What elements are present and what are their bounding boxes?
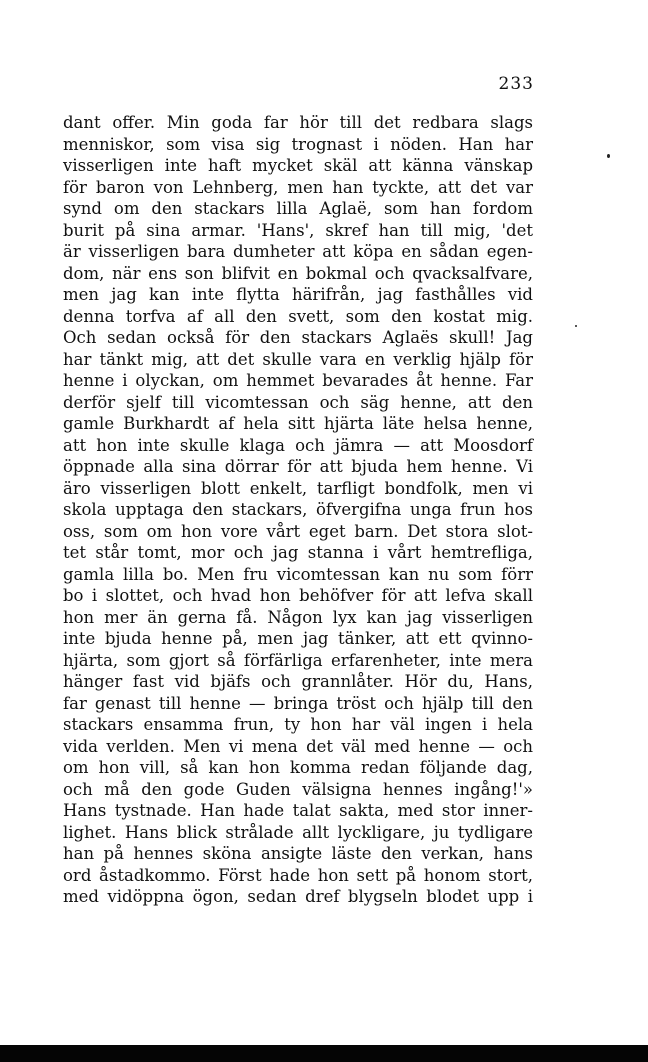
text-line: visserligen inte haft mycket skäl att känna vänskap xyxy=(63,156,533,175)
text-line: Hans tystnade. Han hade talat sakta, med stor inner- xyxy=(63,801,533,820)
text-line: hon mer än gerna få. Någon lyx kan jag visserligen xyxy=(63,607,533,627)
text-line: dant offer. Min goda far hör till det redbara slags xyxy=(63,113,533,132)
text-line: bo i slottet, och hvad hon behöfver för att lefva skall xyxy=(63,586,533,605)
text-line: hjärta, som gjort så förfärliga erfarenheter, inte mera xyxy=(63,650,533,670)
scan-edge-bar xyxy=(0,1045,648,1062)
text-line: burit på sina armar. 'Hans', skref han till mig, 'det xyxy=(63,220,533,240)
text-line: synd om den stackars lilla Aglaë, som han fordom xyxy=(63,199,533,218)
text-line: har tänkt mig, att det skulle vara en verklig hjälp för xyxy=(63,349,533,369)
text-line: är visserligen bara dumheter att köpa en sådan egen- xyxy=(63,242,533,261)
text-line: hänger fast vid bjäfs och grannlåter. Hör du, Hans, xyxy=(63,672,533,691)
text-line: vida verlden. Men vi mena det väl med henne — och xyxy=(63,736,533,756)
text-line: tet står tomt, mor och jag stanna i vårt hemtrefliga, xyxy=(63,543,533,562)
text-line: och må den gode Guden välsigna hennes ingång!'» xyxy=(63,779,533,799)
text-line: dom, när ens son blifvit en bokmal och qvacksalfvare, xyxy=(63,263,533,283)
text-line: inte bjuda henne på, men jag tänker, att ett qvinno- xyxy=(63,629,533,648)
text-line: oss, som om hon vore vårt eget barn. Det stora slot- xyxy=(63,521,533,541)
text-line: för baron von Lehnberg, men han tyckte, att det var xyxy=(63,177,533,197)
text-line: äro visserligen blott enkelt, tarfligt bondfolk, men vi xyxy=(63,478,533,498)
text-line: öppnade alla sina dörrar för att bjuda hem henne. Vi xyxy=(63,457,533,476)
text-line: stackars ensamma frun, ty hon har väl ingen i hela xyxy=(63,715,533,734)
text-line: derför sjelf till vicomtessan och säg henne, att den xyxy=(63,392,533,412)
page-number: 233 xyxy=(498,74,534,94)
text-line: henne i olyckan, om hemmet bevarades åt henne. Far xyxy=(63,371,533,390)
text-line: far genast till henne — bringa tröst och hjälp till den xyxy=(63,693,533,713)
text-line: med vidöppna ögon, sedan dref blygseln blodet upp i xyxy=(63,887,533,906)
text-line: denna torfva af all den svett, som den kostat mig. xyxy=(63,306,533,326)
text-line: gamla lilla bo. Men fru vicomtessan kan nu som förr xyxy=(63,564,533,584)
text-line: skola upptaga den stackars, öfvergifna unga frun hos xyxy=(63,500,533,519)
scan-speck xyxy=(575,325,577,327)
text-line: ord åstadkommo. Först hade hon sett på honom stort, xyxy=(63,865,533,885)
text-line: att hon inte skulle klaga och jämra — att Moosdorf xyxy=(63,435,533,455)
body-text xyxy=(63,112,533,908)
text-line: han på hennes sköna ansigte läste den verkan, hans xyxy=(63,844,533,863)
text-line: men jag kan inte flytta härifrån, jag fasthålles vid xyxy=(63,285,533,304)
scan-speck xyxy=(607,154,610,158)
text-line: Och sedan också för den stackars Aglaës skull! Jag xyxy=(63,328,533,347)
text-line: gamle Burkhardt af hela sitt hjärta läte helsa henne, xyxy=(63,414,533,433)
text-line: lighet. Hans blick strålade allt lyckligare, ju tydligare xyxy=(63,822,533,842)
text-line: menniskor, som visa sig trognast i nöden. Han har xyxy=(63,134,533,154)
text-line: om hon vill, så kan hon komma redan följande dag, xyxy=(63,758,533,777)
